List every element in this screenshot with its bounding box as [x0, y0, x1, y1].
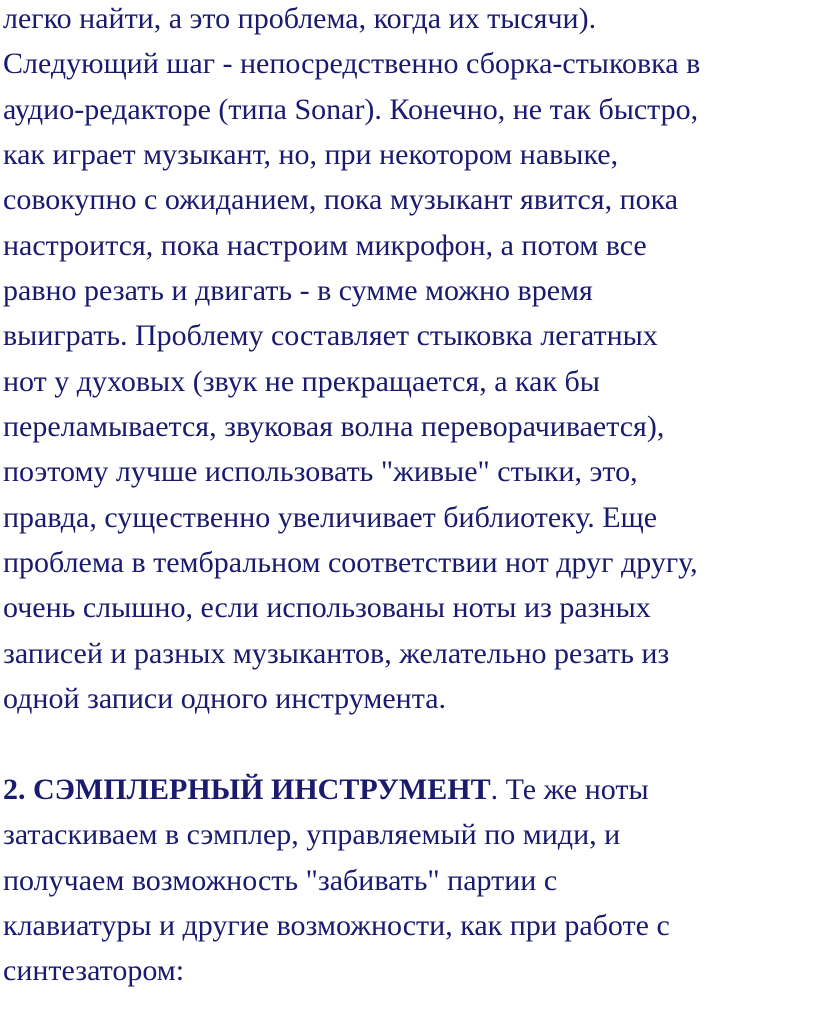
text-line: нот у духовых (звук не прекращается, а как бы	[3, 364, 600, 398]
text-line: как играет музыкант, но, при некотором навыке,	[3, 138, 619, 172]
section-2	[3, 767, 816, 994]
text-line: переламывается, звуковая волна переворачивается),	[3, 410, 665, 444]
section-2-heading: 2. СЭМПЛЕРНЫЙ ИНСТРУМЕНТ	[3, 772, 491, 806]
text-line: очень слышно, если использованы ноты из разных	[3, 591, 651, 625]
text-line: равно резать и двигать - в сумме можно время	[3, 274, 593, 308]
section-2-first-line	[3, 767, 816, 812]
text-line: совокупно с ожиданием, пока музыкант явится, пока	[3, 183, 679, 217]
paragraph-spacer	[3, 722, 816, 767]
text-line: получаем возможность "забивать" партии с	[3, 863, 558, 897]
text-line: клавиатуры и другие возможности, как при работе с	[3, 908, 670, 942]
text-line: Следующий шаг - непосредственно сборка-стыковка в	[3, 47, 701, 81]
text-line: одной записи одного инструмента.	[3, 682, 447, 716]
paragraph-1	[3, 0, 816, 722]
text-line: настроится, пока настроим микрофон, а потом все	[3, 228, 647, 262]
text-line: проблема в тембральном соответствии нот друг другу,	[3, 546, 698, 580]
text-line: синтезатором:	[3, 954, 185, 988]
text-line: легко найти, а это проблема, когда их тысячи).	[3, 2, 597, 35]
text-line: аудио-редакторе (типа Sonar). Конечно, не так быстро,	[3, 92, 699, 126]
text-line: выиграть. Проблему составляет стыковка легатных	[3, 319, 658, 353]
text-line: затаскиваем в сэмплер, управляемый по миди, и	[3, 818, 621, 852]
section-2-heading-tail: . Те же ноты	[490, 772, 649, 806]
text-line: поэтому лучше использовать "живые" стыки, это,	[3, 455, 638, 489]
text-line: правда, существенно увеличивает библиотеку. Еще	[3, 500, 658, 534]
text-line: записей и разных музыкантов, желательно резать из	[3, 636, 670, 670]
document-page	[3, 0, 816, 994]
